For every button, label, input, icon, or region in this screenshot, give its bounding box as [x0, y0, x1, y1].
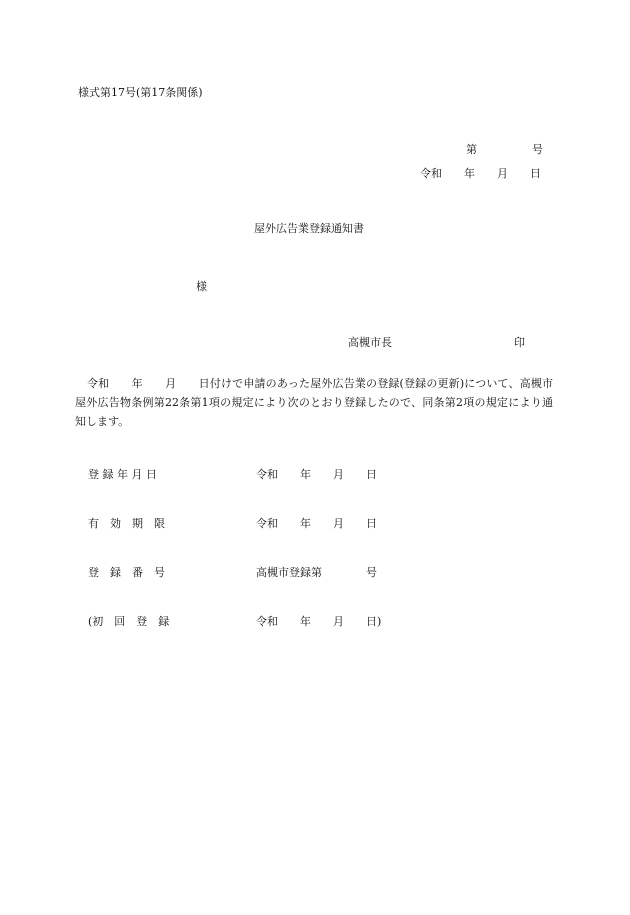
registration-number-value: 高槻市登録第 号: [256, 566, 377, 579]
body-line-1: 令和 年 月 日付けで申請のあった屋外広告業の登録(登録の更新)について、: [87, 377, 520, 390]
initial-registration-value: 令和 年 月 日): [256, 615, 382, 628]
registration-date-label: 登 録 年 月 日: [88, 468, 157, 481]
document-title: 屋外広告業登録通知書: [254, 222, 364, 235]
initial-registration-label: (初 回 登 録: [88, 615, 170, 628]
issuer-name: 高槻市長: [348, 336, 392, 349]
registration-number-label: 登 録 番 号: [88, 566, 165, 579]
document-date: 令和 年 月 日: [420, 167, 541, 180]
registration-date-value: 令和 年 月 日: [256, 468, 377, 481]
body-line-2: 高槻市屋外広告物条例第22条第1項の規定により次のとおり登録したので、同条第2項の規: [75, 377, 554, 409]
body-line-3: 定により通知します。: [75, 396, 554, 428]
expiry-date-label: 有 効 期 限: [88, 517, 165, 530]
body-paragraph: [75, 374, 553, 431]
expiry-date-value: 令和 年 月 日: [256, 517, 377, 530]
form-label: 様式第17号(第17条関係): [78, 86, 203, 99]
seal-mark: 印: [514, 336, 525, 349]
document-number: 第 号: [466, 143, 543, 156]
addressee-honorific: 様: [196, 280, 207, 293]
